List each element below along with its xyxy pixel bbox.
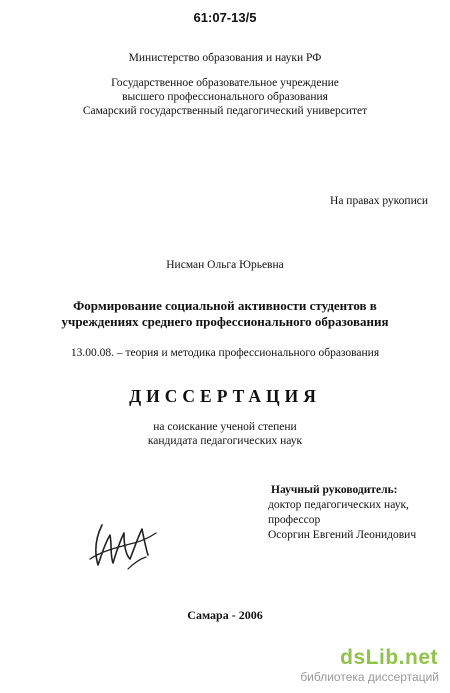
city-year: Самара - 2006 [187,608,263,622]
archive-code: 61:07-13/5 [193,10,257,25]
ministry-line: Министерство образования и науки РФ [128,52,322,64]
supervisor-label: Научный руководитель: [271,484,398,496]
dslib-subtitle: библиотека диссертаций [300,670,439,684]
title-line-2: учреждениях среднего профессионального образования [61,314,389,329]
supervisor-line-3: Осоргин Евгений Леонидович [268,529,417,541]
degree-line-2: кандидата педагогических наук [147,435,303,447]
dslib-logo: dsLib.net [340,646,438,669]
rights-note: На правах рукописи [330,195,428,207]
document-type-heading: ДИССЕРТАЦИЯ [129,386,321,406]
institution-line-1: Государственное образовательное учреждение [111,77,339,89]
specialty-line: 13.00.08. – теория и методика профессионального образования [70,347,380,359]
supervisor-line-2: профессор [268,514,321,526]
handwritten-signature [88,515,158,575]
author-name: Нисман Ольга Юрьевна [166,259,284,271]
title-line-1: Формирование социальной активности студентов в [73,298,377,313]
supervisor-line-1: доктор педагогических наук, [268,499,409,511]
degree-line-1: на соискание ученой степени [153,421,297,433]
institution-line-3: Самарский государственный педагогический университет [82,105,368,117]
institution-line-2: высшего профессионального образования [122,91,328,103]
